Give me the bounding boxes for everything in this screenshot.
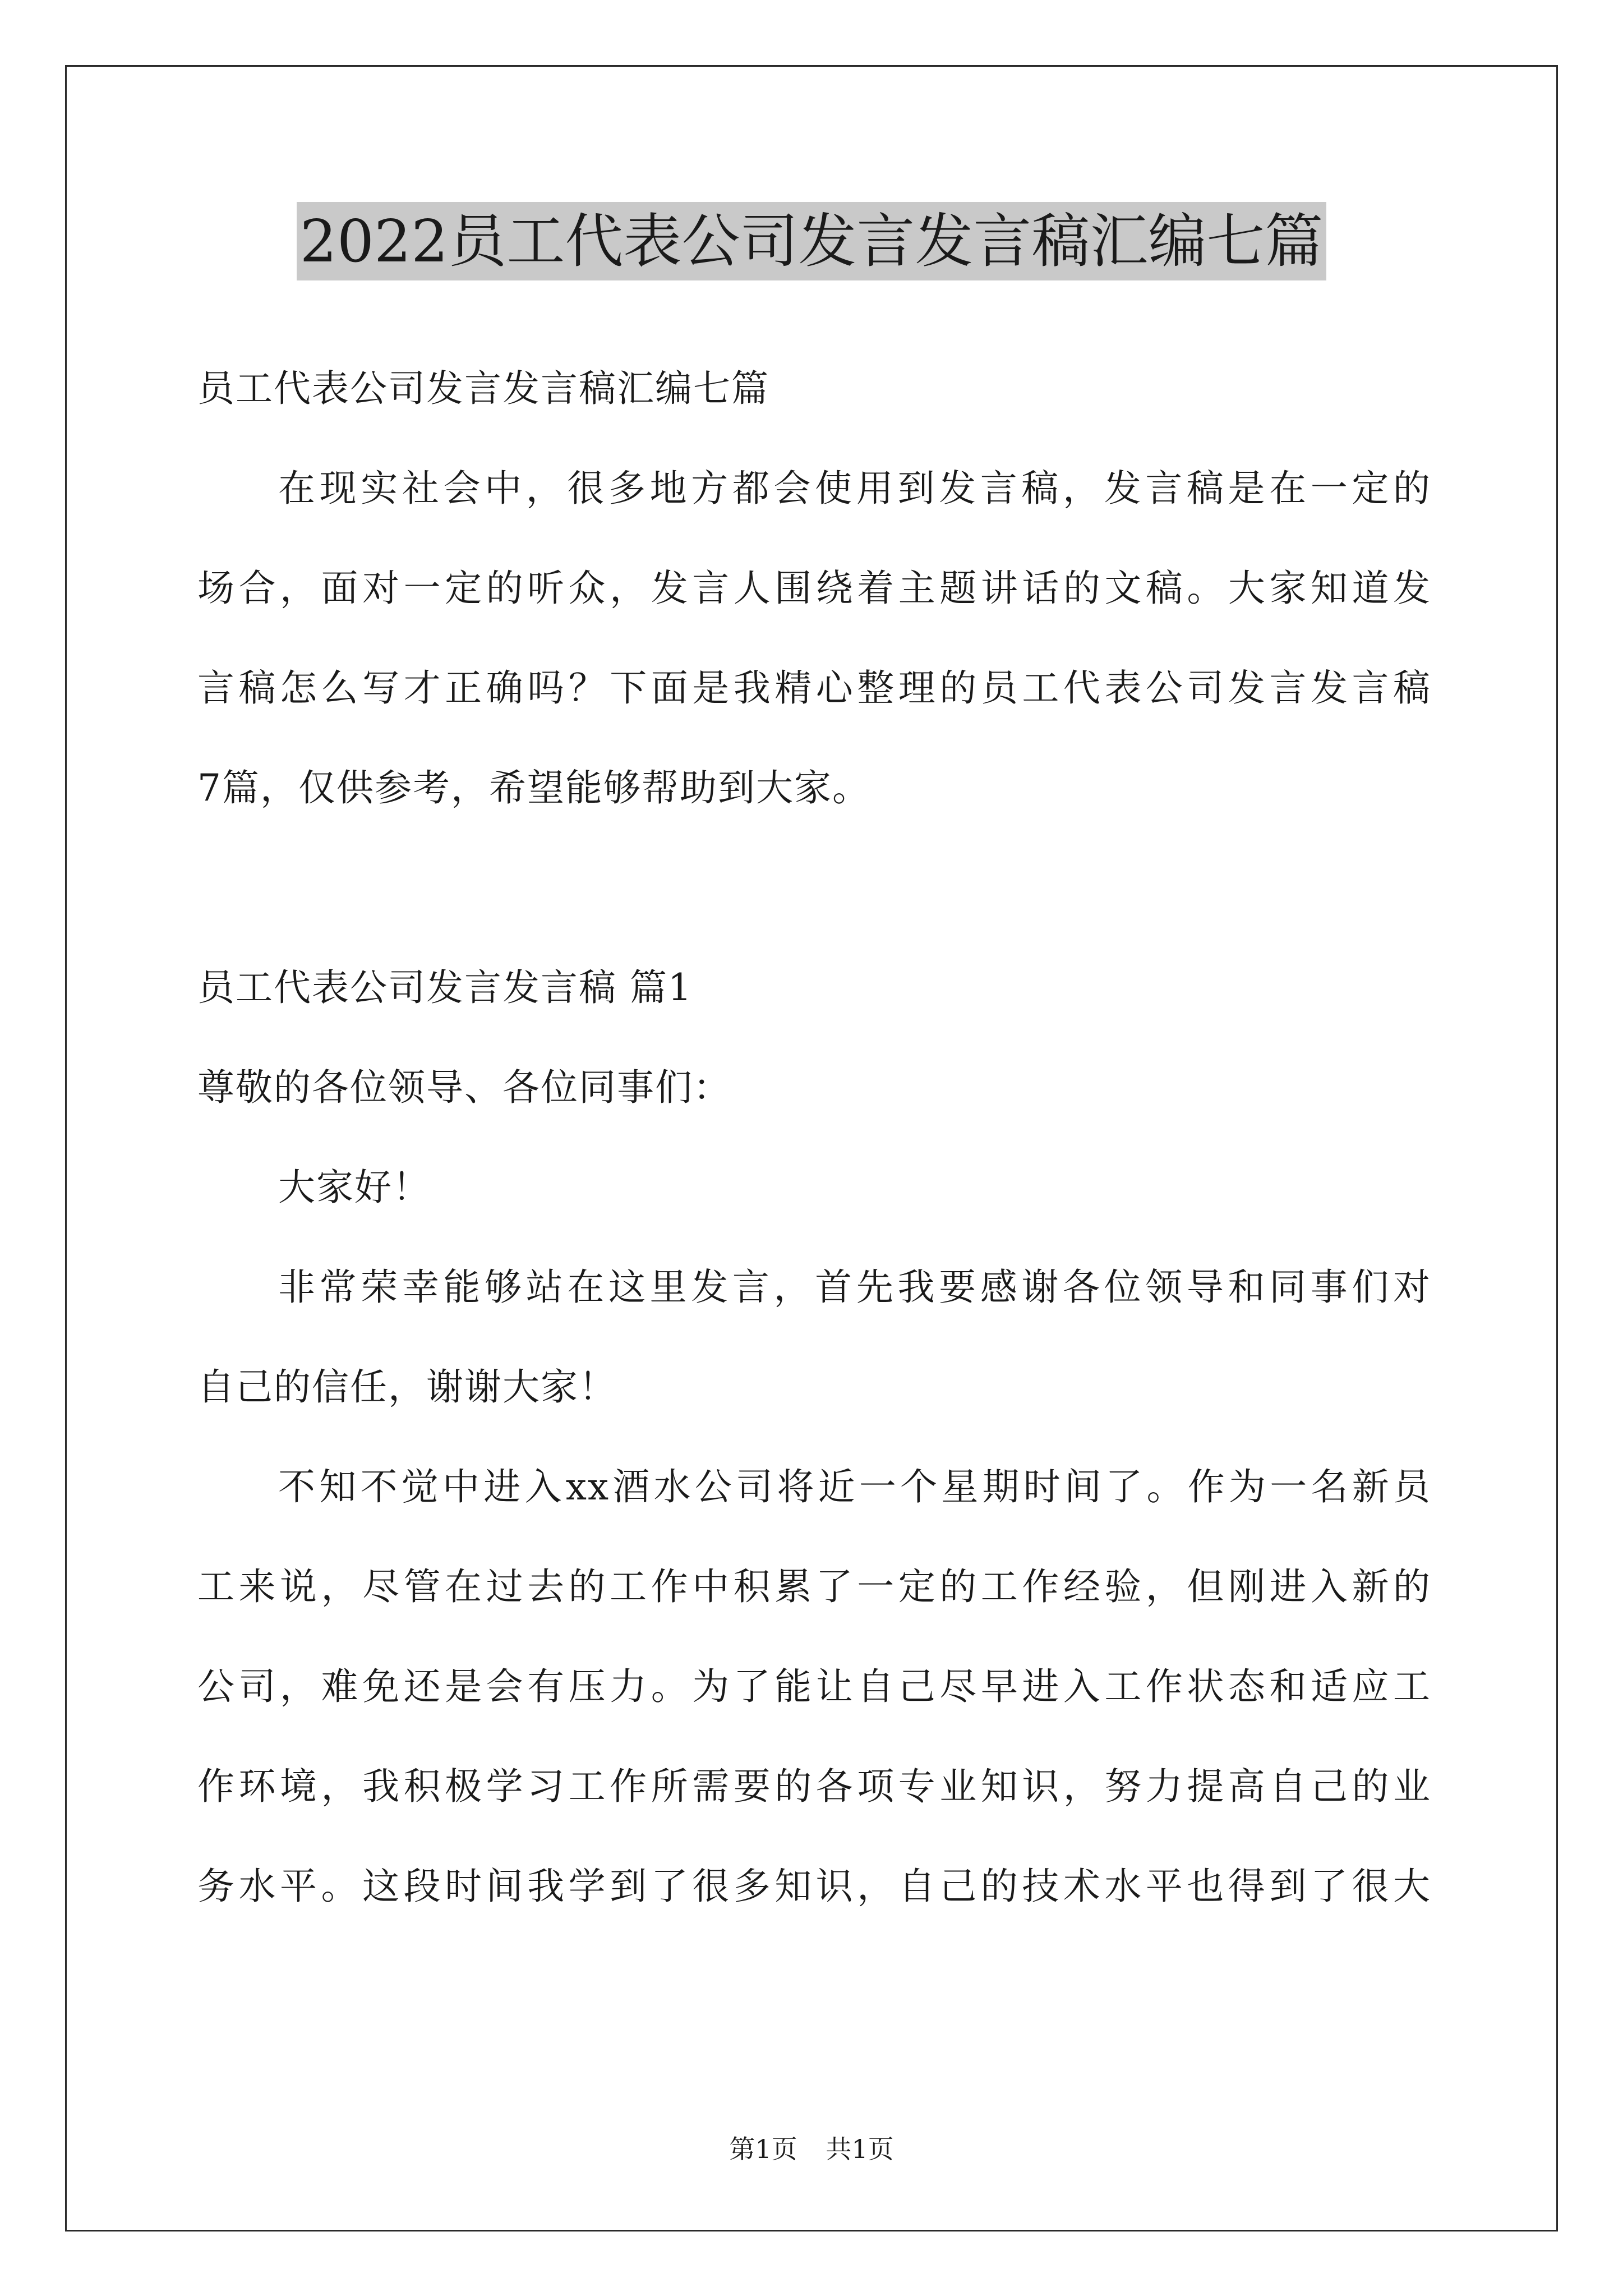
section-heading: 员工代表公司发言发言稿 篇1 — [197, 966, 693, 1009]
paragraph-line: 不知不觉中进入xx酒水公司将近一个星期时间了。作为一名新员 — [278, 1465, 1431, 1508]
paragraph-gap — [197, 838, 1431, 938]
paragraph-line: 工来说，尽管在过去的工作中积累了一定的工作经验，但刚进入新的 — [197, 1565, 1431, 1608]
document-title: 2022员工代表公司发言发言稿汇编七篇 — [297, 202, 1327, 280]
paragraph-line: 务水平。这段时间我学到了很多知识，自己的技术水平也得到了很大 — [197, 1865, 1431, 1908]
intro-line: 言稿怎么写才正确吗？下面是我精心整理的员工代表公司发言发言稿 — [197, 666, 1431, 710]
page-number-current: 第1页 — [729, 2134, 797, 2164]
title-wrapper — [0, 202, 1623, 280]
intro-line: 在现实社会中，很多地方都会使用到发言稿，发言稿是在一定的 — [278, 467, 1431, 510]
paragraph-line: 非常荣幸能够站在这里发言，首先我要感谢各位领导和同事们对 — [278, 1266, 1431, 1309]
document-subtitle: 员工代表公司发言发言稿汇编七篇 — [197, 367, 769, 410]
salutation: 尊敬的各位领导、各位同事们： — [197, 1066, 731, 1109]
document-body — [197, 339, 1431, 1936]
paragraph-line: 自己的信任，谢谢大家！ — [197, 1365, 617, 1409]
intro-line: 7篇，仅供参考，希望能够帮助到大家。 — [197, 766, 870, 809]
page-footer — [0, 2129, 1623, 2166]
greeting: 大家好！ — [278, 1166, 431, 1209]
paragraph-line: 公司，难免还是会有压力。为了能让自己尽早进入工作状态和适应工 — [197, 1665, 1431, 1708]
page-number-total: 共1页 — [826, 2134, 894, 2164]
intro-line: 场合，面对一定的听众，发言人围绕着主题讲话的文稿。大家知道发 — [197, 567, 1431, 610]
paragraph-line: 作环境，我积极学习工作所需要的各项专业知识，努力提高自己的业 — [197, 1765, 1431, 1808]
